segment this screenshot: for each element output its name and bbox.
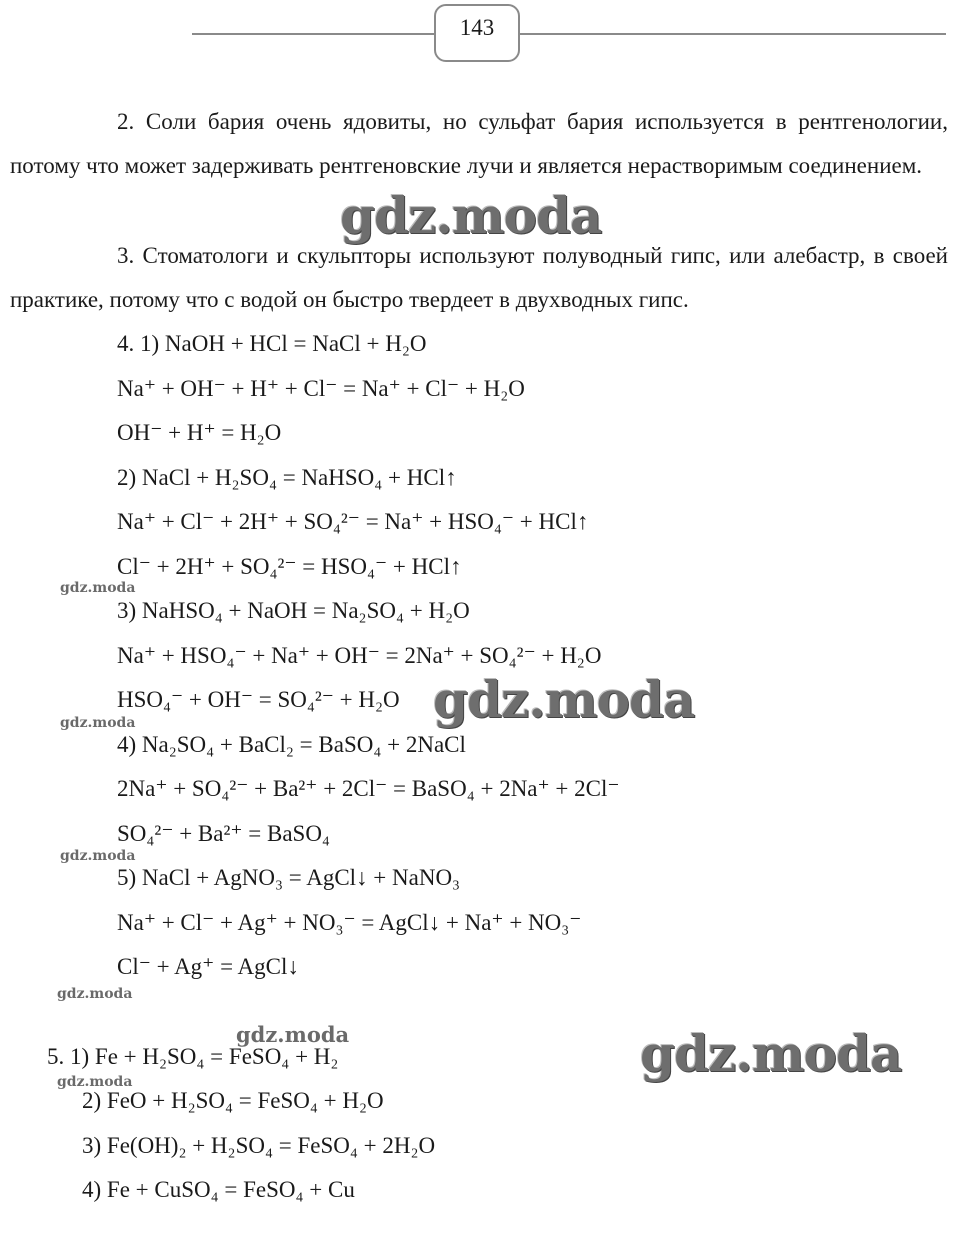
equation-line: Cl⁻ + 2H⁺ + SO₄²⁻ = HSO₄⁻ + HCl↑	[117, 554, 462, 579]
task5-line-3: 3) Fe(OH)₂ + H₂SO₄ = FeSO₄ + 2H₂O	[82, 1133, 436, 1158]
watermark: gdz.moda	[60, 848, 136, 864]
watermark: gdz.moda	[340, 186, 602, 245]
header-rule-right	[520, 33, 946, 35]
header-rule-left	[192, 33, 434, 35]
watermark: gdz.moda	[60, 580, 136, 596]
watermark: gdz.moda	[236, 1022, 350, 1047]
equation-line: 4) Na₂SO₄ + BaCl₂ = BaSO₄ + 2NaCl	[117, 732, 466, 757]
task5-line-1: 5. 1) Fe + H₂SO₄ = FeSO₄ + H₂	[47, 1044, 339, 1069]
paragraph-2-text: 2. Соли бария очень ядовиты, но сульфат бария используется в рентгенологии, потому что может задерживать рентгеновские лучи и является нерастворимым соединением.	[10, 109, 948, 178]
page-number: 143	[434, 4, 520, 62]
task5-line-2: 2) FeO + H₂SO₄ = FeSO₄ + H₂O	[82, 1088, 384, 1113]
watermark: gdz.moda	[57, 986, 133, 1002]
watermark: gdz.moda	[57, 1074, 133, 1090]
equation-line: Na⁺ + HSO₄⁻ + Na⁺ + OH⁻ = 2Na⁺ + SO₄²⁻ + H₂O	[117, 643, 602, 668]
watermark: gdz.moda	[640, 1024, 902, 1083]
paragraph-2	[10, 100, 948, 188]
equation-line: 5) NaCl + AgNO₃ = AgCl↓ + NaNO₃	[117, 865, 461, 890]
watermark: gdz.moda	[433, 670, 695, 729]
task5-line-4: 4) Fe + CuSO₄ = FeSO₄ + Cu	[82, 1177, 355, 1202]
equation-line: 2Na⁺ + SO₄²⁻ + Ba²⁺ + 2Cl⁻ = BaSO₄ + 2Na⁺ + 2Cl⁻	[117, 776, 620, 801]
equation-line: 3) NaHSO₄ + NaOH = Na₂SO₄ + H₂O	[117, 598, 470, 623]
paragraph-3-text: 3. Стоматологи и скульпторы используют полуводный гипс, или алебастр, в своей практике, потому что с водой он быстро твердеет в двухводных гипс.	[10, 243, 948, 312]
equation-line: OH⁻ + H⁺ = H₂O	[117, 420, 282, 445]
equation-line: 2) NaCl + H₂SO₄ = NaHSO₄ + HCl↑	[117, 465, 457, 490]
equation-line: Cl⁻ + Ag⁺ = AgCl↓	[117, 954, 299, 979]
equation-line: Na⁺ + OH⁻ + H⁺ + Cl⁻ = Na⁺ + Cl⁻ + H₂O	[117, 376, 525, 401]
equation-line: 4. 1) NaOH + HCl = NaCl + H₂O	[117, 331, 427, 356]
equation-line: SO₄²⁻ + Ba²⁺ = BaSO₄	[117, 821, 330, 846]
equation-line: Na⁺ + Cl⁻ + 2H⁺ + SO₄²⁻ = Na⁺ + HSO₄⁻ + HCl↑	[117, 509, 589, 534]
equation-line: HSO₄⁻ + OH⁻ = SO₄²⁻ + H₂O	[117, 687, 400, 712]
watermark: gdz.moda	[60, 715, 136, 731]
paragraph-3	[10, 234, 948, 322]
equation-line: Na⁺ + Cl⁻ + Ag⁺ + NO₃⁻ = AgCl↓ + Na⁺ + NO₃⁻	[117, 910, 582, 935]
